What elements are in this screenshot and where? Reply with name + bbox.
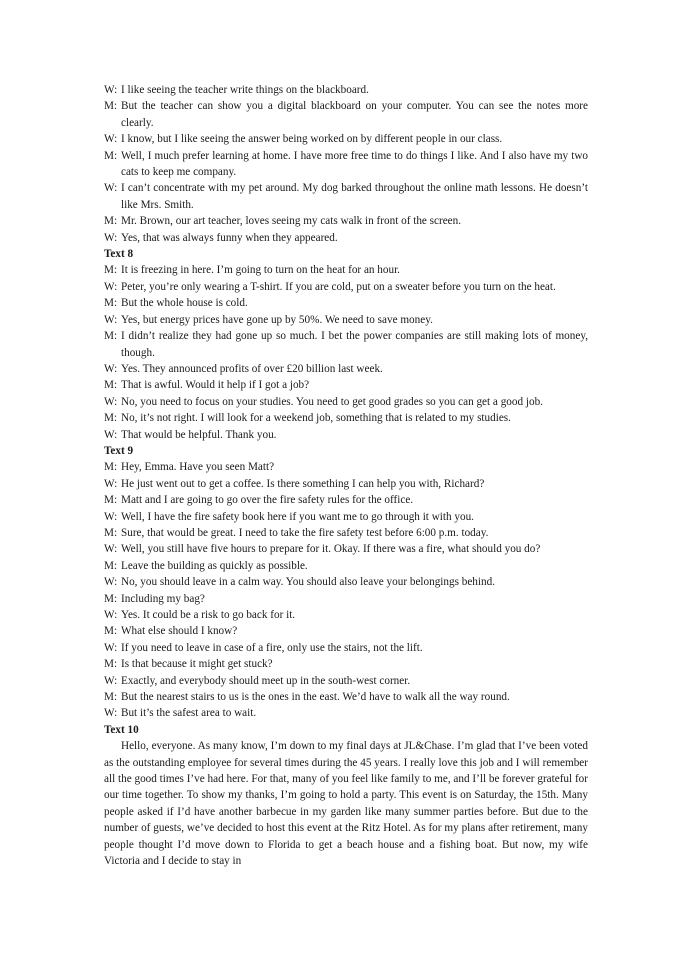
dialogue-line	[104, 558, 588, 574]
text-9-heading: Text 9	[104, 444, 134, 457]
speaker: M:	[104, 691, 118, 704]
line-text: Yes, that was always funny when they appeared.	[121, 231, 338, 244]
speaker: M:	[104, 559, 118, 572]
dialogue-line	[104, 230, 588, 246]
dialogue-line	[104, 82, 588, 98]
speaker: W:	[104, 609, 118, 621]
dialogue-line	[104, 509, 588, 525]
speaker: W:	[104, 362, 118, 375]
line-text: But the teacher can show you a digital blackboard on your computer. You can see the notes more clearly.	[121, 100, 588, 129]
dialogue-line	[104, 410, 588, 426]
speaker: M:	[104, 658, 118, 671]
dialogue-line	[104, 656, 588, 672]
line-text: Matt and I are going to go over the fire safety rules for the office.	[121, 494, 414, 507]
line-text: Yes. They announced profits of over £20 billion last week.	[121, 362, 383, 375]
line-text: I like seeing the teacher write things on the blackboard.	[121, 84, 369, 96]
dialogue-line	[104, 640, 588, 656]
dialogue-line	[104, 492, 588, 508]
dialogue-line	[104, 394, 588, 410]
line-text: No, you need to focus on your studies. You need to get good grades so you can get a good job.	[121, 395, 543, 408]
line-text: That would be helpful. Thank you.	[121, 428, 277, 441]
speaker: M:	[104, 297, 118, 310]
dialogue-line	[104, 377, 588, 393]
line-text: If you need to leave in case of a fire, only use the stairs, not the lift.	[121, 641, 423, 654]
speaker: W:	[104, 674, 118, 687]
line-text: Mr. Brown, our art teacher, loves seeing my cats walk in front of the screen.	[121, 215, 462, 228]
speaker: M:	[104, 100, 118, 113]
text-10-heading: Text 10	[104, 723, 139, 736]
line-text: Peter, you’re only wearing a T-shirt. If you are cold, put on a sweater before you turn on the heat.	[121, 280, 556, 293]
line-text: I didn’t realize they had gone up so much. I bet the power companies are still making lots of money, though.	[121, 330, 588, 359]
speaker: W:	[104, 133, 118, 146]
speaker: M:	[104, 330, 118, 343]
speaker: W:	[104, 182, 118, 195]
dialogue-line	[104, 312, 588, 328]
speaker: W:	[104, 477, 118, 490]
line-text: Sure, that would be great. I need to take the fire safety test before 6:00 p.m. today.	[121, 526, 489, 539]
line-text: No, it’s not right. I will look for a weekend job, something that is related to my studies.	[121, 412, 511, 425]
line-text: It is freezing in here. I’m going to turn on the heat for an hour.	[121, 264, 400, 277]
dialogue-line	[104, 131, 588, 147]
line-text: I can’t concentrate with my pet around. My dog barked throughout the online math lessons. He doesn’t like Mrs. Smith.	[121, 182, 588, 211]
line-text: Yes. It could be a risk to go back for it.	[121, 609, 296, 621]
dialogue-line	[104, 98, 588, 131]
line-text: But it’s the safest area to wait.	[121, 707, 257, 720]
line-text: Leave the building as quickly as possible.	[121, 559, 308, 572]
line-text: Exactly, and everybody should meet up in the south-west corner.	[121, 674, 411, 687]
speaker: W:	[104, 84, 118, 96]
speaker: M:	[104, 264, 118, 277]
speaker: M:	[104, 379, 118, 392]
line-text: But the whole house is cold.	[121, 297, 248, 310]
dialogue-line	[104, 591, 588, 607]
line-text: Including my bag?	[121, 592, 205, 605]
line-text: Is that because it might get stuck?	[121, 658, 273, 671]
dialogue-line	[104, 295, 588, 311]
dialogue-line	[104, 673, 588, 689]
line-text: Hey, Emma. Have you seen Matt?	[121, 461, 275, 474]
dialogue-line	[104, 262, 588, 278]
dialogue-line	[104, 574, 588, 590]
speaker: W:	[104, 428, 118, 441]
dialogue-line	[104, 525, 588, 541]
speaker: W:	[104, 641, 118, 654]
speaker: W:	[104, 543, 118, 556]
dialogue-line	[104, 541, 588, 557]
dialogue-line	[104, 689, 588, 705]
speaker: M:	[104, 494, 118, 507]
speaker: M:	[104, 215, 118, 228]
dialogue-line	[104, 328, 588, 361]
line-text: But the nearest stairs to us is the ones in the east. We’d have to walk all the way round.	[121, 691, 510, 704]
speaker: M:	[104, 526, 118, 539]
dialogue-line	[104, 148, 588, 181]
dialogue-block-text-8	[104, 262, 588, 442]
speaker: M:	[104, 412, 118, 425]
dialogue-line	[104, 361, 588, 377]
line-text: No, you should leave in a calm way. You should also leave your belongings behind.	[121, 576, 495, 589]
dialogue-line	[104, 279, 588, 295]
dialogue-line	[104, 213, 588, 229]
dialogue-line	[104, 427, 588, 443]
dialogue-block-1	[104, 82, 588, 246]
speaker: W:	[104, 313, 118, 326]
line-text: Well, I much prefer learning at home. I have more free time to do things I like. And I also have my two cats to keep me company.	[121, 149, 588, 179]
text-8-heading: Text 8	[104, 248, 134, 261]
speaker: W:	[104, 576, 118, 589]
line-text: I know, but I like seeing the answer being worked on by different people in our class.	[121, 133, 503, 146]
dialogue-line	[104, 705, 588, 721]
line-text: Well, you still have five hours to prepare for it. Okay. If there was a fire, what should you do?	[121, 543, 541, 556]
speaker: W:	[104, 280, 118, 293]
speaker: W:	[104, 231, 118, 244]
speaker: W:	[104, 707, 118, 720]
dialogue-block-text-9	[104, 459, 588, 722]
speaker: M:	[104, 625, 118, 638]
speaker: W:	[104, 395, 118, 408]
line-text: He just went out to get a coffee. Is there something I can help you with, Richard?	[121, 477, 485, 490]
speaker: W:	[104, 510, 118, 523]
line-text: Yes, but energy prices have gone up by 50%. We need to save money.	[121, 313, 433, 326]
line-text: That is awful. Would it help if I got a job?	[121, 379, 310, 392]
dialogue-line	[104, 180, 588, 213]
dialogue-line	[104, 607, 588, 623]
dialogue-line	[104, 459, 588, 475]
speaker: M:	[104, 592, 118, 605]
line-text: What else should I know?	[121, 625, 238, 638]
transcript-page	[104, 82, 588, 870]
text-10-paragraph: Hello, everyone. As many know, I’m down to my final days at JL&Chase. I’m glad that I’ve been voted as the outstanding employee for several times during the 45 years. I really love this job and I will remember all the good times I’ve had here. For that, many of you feel like family to me, and I’ll be forever grateful for our time together. To show my thanks, I’m going to hold a party. This event is on Saturday, the 15th. Many people asked if I’d have another barbecue in my garden like many summer parties before. But due to the number of guests, we’ve decided to host this event at the Ritz Hotel. As for my plans after retirement, many people thought I’d move down to Florida to get a beach house and a fishing boat. But now, my wife Victoria and I decide to stay in	[104, 740, 588, 868]
dialogue-line	[104, 476, 588, 492]
dialogue-line	[104, 623, 588, 639]
speaker: M:	[104, 461, 118, 474]
speaker: M:	[104, 149, 118, 162]
line-text: Well, I have the fire safety book here if you want me to go through it with you.	[121, 510, 474, 523]
